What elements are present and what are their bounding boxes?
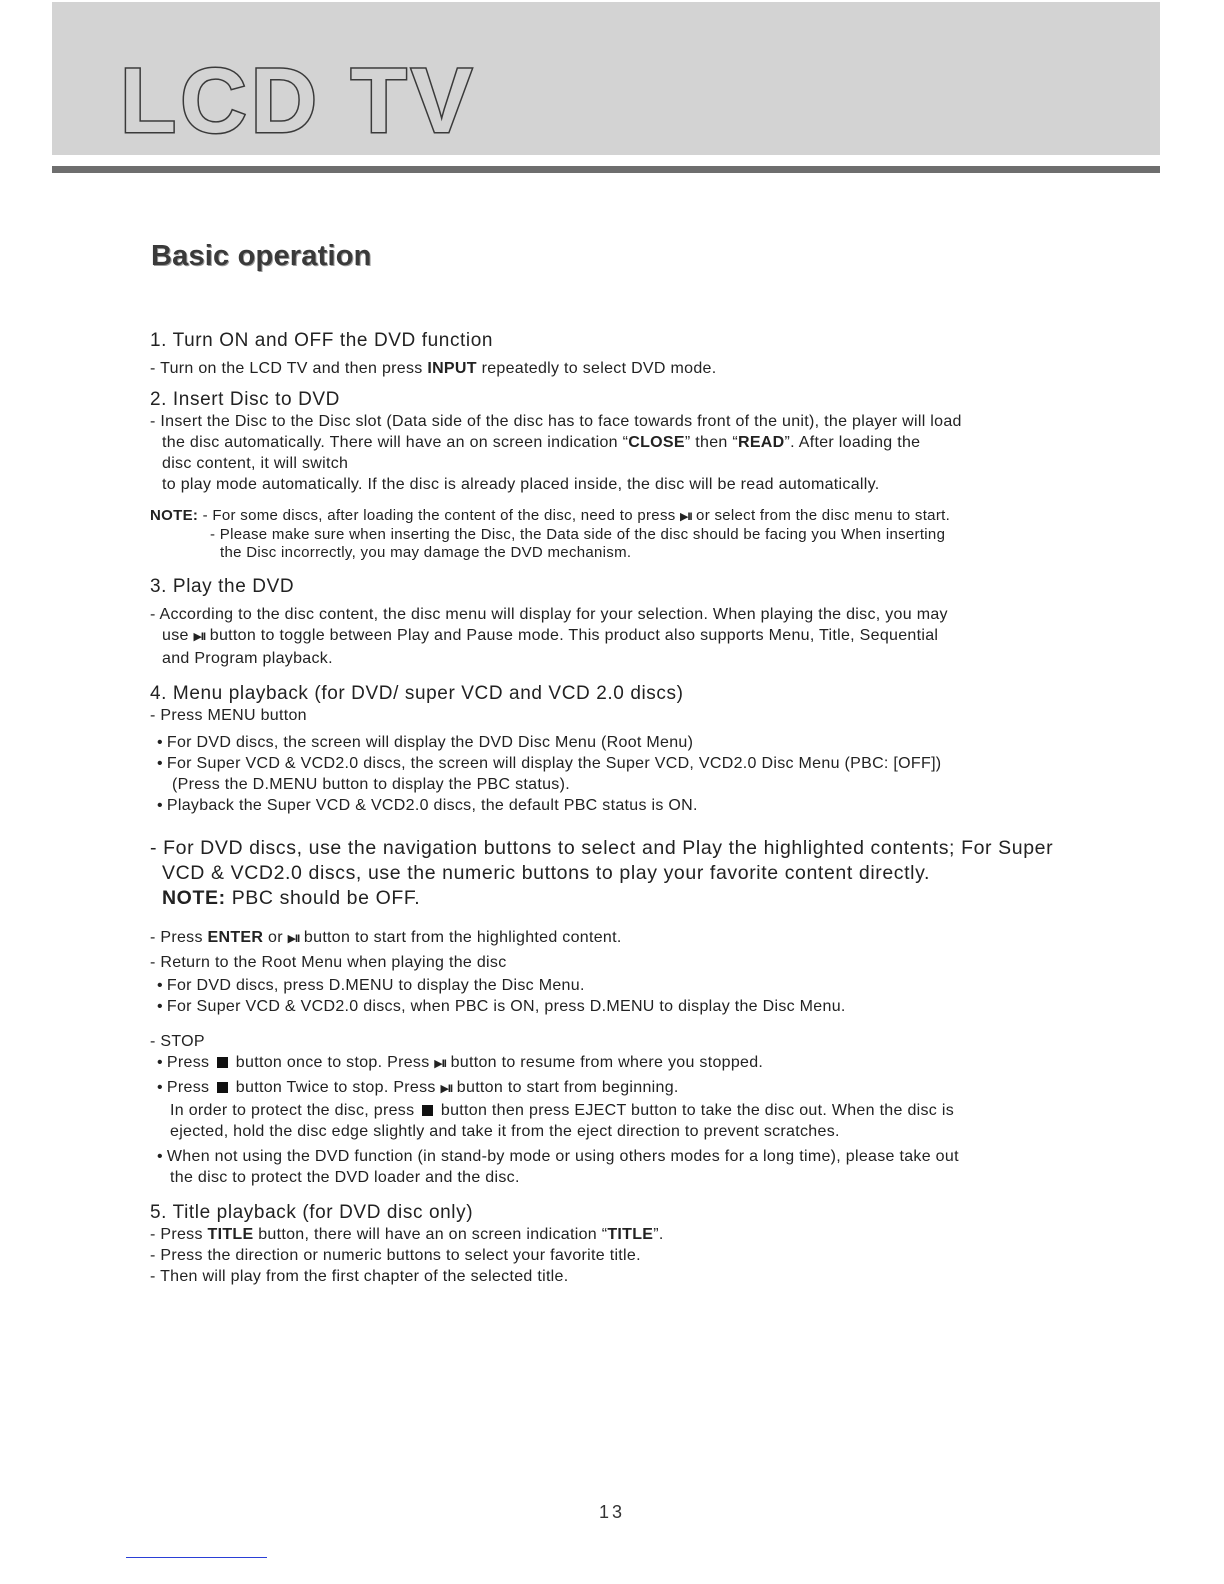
- section-3-line-2: use ▶II button to toggle between Play and Pause mode. This product also supports Menu, Title, Sequential: [162, 627, 939, 644]
- enter-instruction: - Press ENTER or ▶II button to start from the highlighted content.: [150, 929, 622, 946]
- note-line-3: the Disc incorrectly, you may damage the DVD mechanism.: [220, 544, 632, 561]
- section-2-line-3: disc content, it will switch: [162, 455, 349, 472]
- bullet-icon: •: [157, 1148, 163, 1165]
- return-instruction: - Return to the Root Menu when playing the disc: [150, 954, 507, 971]
- play-pause-icon: ▶II: [193, 631, 206, 643]
- content: [150, 330, 1080, 1287]
- pbc-note: NOTE: PBC should be OFF.: [162, 887, 421, 909]
- page-title: Basic operation: [151, 240, 372, 272]
- footer-line: [126, 1557, 267, 1558]
- list-item: • For DVD discs, press D.MENU to display the Disc Menu.: [157, 977, 585, 994]
- logo-text: LCD TV: [120, 64, 477, 136]
- note-block: [150, 507, 1080, 562]
- section-1-heading: 1. Turn ON and OFF the DVD function: [150, 330, 494, 351]
- section-4-heading: 4. Menu playback (for DVD/ super VCD and VCD 2.0 discs): [150, 683, 684, 704]
- bullet-icon: •: [157, 755, 163, 772]
- bullet-icon: •: [157, 998, 163, 1015]
- section-5-line-1: - Press TITLE button, there will have an on screen indication “TITLE”.: [150, 1226, 664, 1243]
- bullet-icon: •: [157, 977, 163, 994]
- play-pause-icon: ▶II: [680, 511, 692, 523]
- list-item: • For Super VCD & VCD2.0 discs, the screen will display the Super VCD, VCD2.0 Disc Menu (PBC: [OFF]): [157, 755, 942, 772]
- list-item: • Press button once to stop. Press ▶II button to resume from where you stopped.: [157, 1054, 764, 1071]
- bullet-icon: •: [157, 1079, 163, 1096]
- stop-icon: [217, 1057, 228, 1068]
- list-item: • Playback the Super VCD & VCD2.0 discs, the default PBC status is ON.: [157, 797, 698, 814]
- section-5-heading: 5. Title playback (for DVD disc only): [150, 1202, 474, 1223]
- note-line-1: NOTE: - For some discs, after loading the content of the disc, need to press ▶II or select from the disc menu to start.: [150, 507, 951, 524]
- list-item-continued: In order to protect the disc, press button then press EJECT button to take the disc out. When the disc is: [170, 1102, 955, 1119]
- list-item-continued: ejected, hold the disc edge slightly and take it from the eject direction to prevent scratches.: [170, 1123, 840, 1140]
- stop-icon: [422, 1105, 433, 1116]
- header-rule: [52, 166, 1160, 173]
- bullet-icon: •: [157, 1054, 163, 1071]
- section-3-heading: 3. Play the DVD: [150, 576, 295, 597]
- bullet-icon: •: [157, 734, 163, 751]
- list-item: • For Super VCD & VCD2.0 discs, when PBC is ON, press D.MENU to display the Disc Menu.: [157, 998, 846, 1015]
- note-label: NOTE:: [150, 507, 199, 524]
- section-1-line: - Turn on the LCD TV and then press INPUT repeatedly to select DVD mode.: [150, 360, 717, 377]
- section-3-line-1: - According to the disc content, the disc menu will display for your selection. When playing the disc, you may: [150, 606, 948, 623]
- section-5-line-3: - Then will play from the first chapter of the selected title.: [150, 1268, 569, 1285]
- play-pause-icon: ▶II: [434, 1058, 446, 1070]
- note-line-2: - Please make sure when inserting the Disc, the Data side of the disc should be facing you When inserting: [210, 526, 946, 543]
- logo: [120, 64, 580, 136]
- list-item-continued: (Press the D.MENU button to display the PBC status).: [172, 776, 570, 793]
- section-2-line-1: - Insert the Disc to the Disc slot (Data side of the disc has to face towards front of the unit), the player will load: [150, 413, 962, 430]
- list-item: • When not using the DVD function (in stand-by mode or using others modes for a long time), please take out: [157, 1148, 959, 1165]
- stop-heading: - STOP: [150, 1033, 205, 1050]
- section-4-press-menu: - Press MENU button: [150, 707, 307, 724]
- section-2-line-2: the disc automatically. There will have an on screen indication “CLOSE” then “READ”. After loading the: [162, 434, 921, 451]
- play-pause-icon: ▶II: [287, 933, 300, 945]
- section-2-line-4: to play mode automatically. If the disc is already placed inside, the disc will be read automatically.: [162, 476, 880, 493]
- page-number: 13: [598, 1502, 626, 1522]
- list-item: • For DVD discs, the screen will display the DVD Disc Menu (Root Menu): [157, 734, 694, 751]
- section-3-line-3: and Program playback.: [162, 650, 333, 667]
- list-item-continued: the disc to protect the DVD loader and the disc.: [170, 1169, 520, 1186]
- bullet-icon: •: [157, 797, 163, 814]
- navigation-instruction-2: VCD & VCD2.0 discs, use the numeric buttons to play your favorite content directly.: [162, 862, 931, 884]
- navigation-instruction-1: - For DVD discs, use the navigation buttons to select and Play the highlighted contents; For Super: [150, 837, 1054, 859]
- input-key-label: INPUT: [427, 360, 477, 377]
- play-pause-icon: ▶II: [440, 1083, 453, 1095]
- section-2-heading: 2. Insert Disc to DVD: [150, 389, 340, 410]
- note-label: NOTE:: [162, 887, 226, 909]
- list-item: • Press button Twice to stop. Press ▶II button to start from beginning.: [157, 1079, 679, 1096]
- section-5-line-2: - Press the direction or numeric buttons to select your favorite title.: [150, 1247, 641, 1264]
- stop-icon: [217, 1082, 228, 1093]
